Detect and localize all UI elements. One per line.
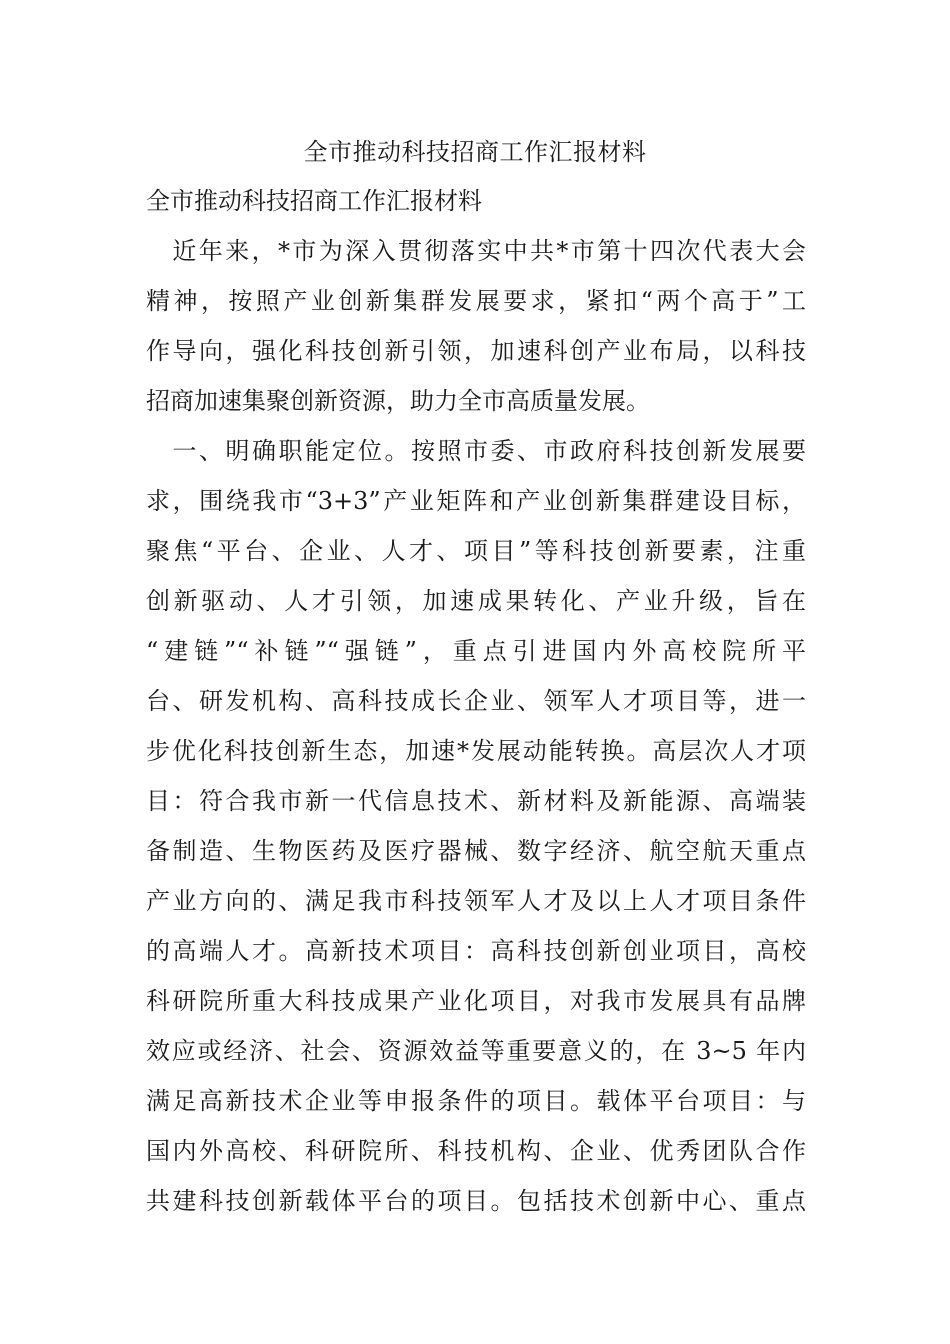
paragraph-line: 一、明确职能定位。按照市委、市政府科技创新发展要	[146, 437, 806, 465]
paragraph-line: 共建科技创新载体平台的项目。包括技术创新中心、重点	[146, 1187, 806, 1215]
paragraph-line: 目：符合我市新一代信息技术、新材料及新能源、高端装	[146, 787, 806, 815]
paragraph-line: 近年来，*市为深入贯彻落实中共*市第十四次代表大会	[146, 237, 806, 265]
paragraph-line: 产业方向的、满足我市科技领军人才及以上人才项目条件	[146, 887, 806, 915]
paragraph-line: 科研院所重大科技成果产业化项目，对我市发展具有品牌	[146, 987, 806, 1015]
paragraph-line: 备制造、生物医药及医疗器械、数字经济、航空航天重点	[146, 837, 806, 865]
paragraph-line: 作导向，强化科技创新引领，加速科创产业布局，以科技	[146, 337, 806, 365]
paragraph-line: 的高端人才。高新技术项目：高科技创新创业项目，高校	[146, 937, 806, 965]
paragraph-line: “建链”“补链”“强链”，重点引进国内外高校院所平	[146, 637, 806, 665]
paragraph-line: 创新驱动、人才引领，加速成果转化、产业升级，旨在	[146, 587, 806, 615]
paragraph-line: 满足高新技术企业等申报条件的项目。载体平台项目：与	[146, 1087, 806, 1115]
paragraph-line: 求，围绕我市“3+3”产业矩阵和产业创新集群建设目标，	[146, 487, 806, 515]
paragraph-line: 招商加速集聚创新资源，助力全市高质量发展。	[146, 387, 650, 415]
document-title: 全市推动科技招商工作汇报材料	[303, 138, 647, 166]
paragraph-line: 聚焦“平台、企业、人才、项目”等科技创新要素，注重	[146, 537, 806, 565]
paragraph-line: 台、研发机构、高科技成长企业、领军人才项目等，进一	[146, 687, 806, 715]
paragraph-line: 精神，按照产业创新集群发展要求，紧扣“两个高于”工	[146, 287, 806, 315]
document-subtitle-line: 全市推动科技招商工作汇报材料	[146, 187, 482, 215]
paragraph-line: 步优化科技创新生态，加速*发展动能转换。高层次人才项	[146, 737, 806, 765]
paragraph-line: 效应或经济、社会、资源效益等重要意义的，在 3~5 年内	[146, 1037, 806, 1065]
paragraph-line: 国内外高校、科研院所、科技机构、企业、优秀团队合作	[146, 1137, 806, 1165]
